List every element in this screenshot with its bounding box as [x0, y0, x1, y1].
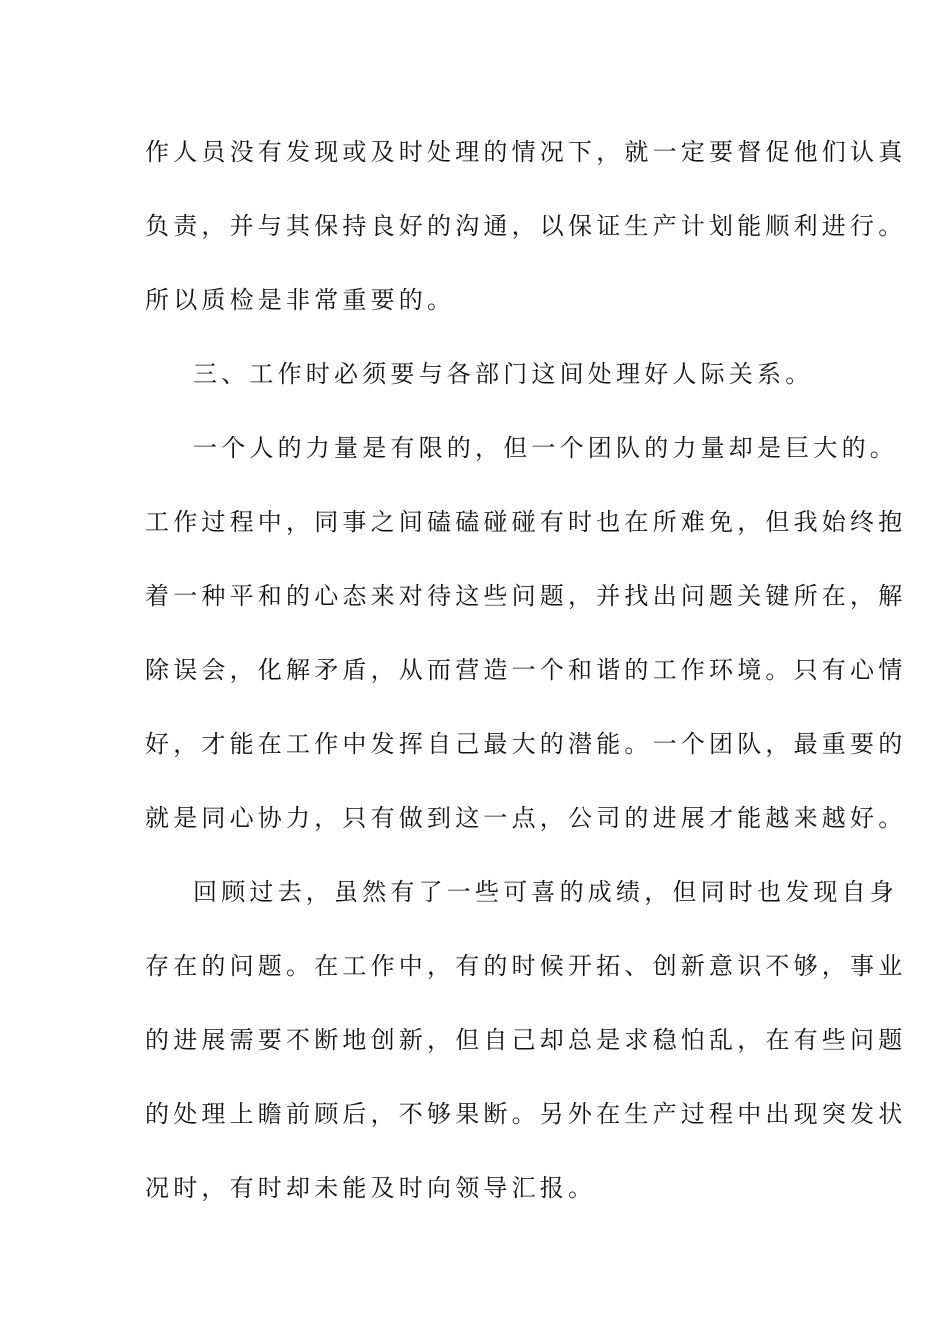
- text-line: 作人员没有发现或及时处理的情况下，就一定要督促他们认真: [145, 138, 907, 166]
- text-line: 存在的问题。在工作中，有的时候开拓、创新意识不够，事业: [145, 952, 907, 980]
- text-line: 一个人的力量是有限的，但一个团队的力量却是巨大的。: [193, 434, 898, 462]
- text-line: 所以质检是非常重要的。: [145, 286, 456, 314]
- text-line: 负责，并与其保持良好的沟通，以保证生产计划能顺利进行。: [145, 212, 907, 240]
- text-line: 工作过程中，同事之间磕磕碰碰有时也在所难免，但我始终抱: [145, 508, 907, 536]
- text-line: 就是同心协力，只有做到这一点，公司的进展才能越来越好。: [145, 804, 907, 832]
- text-line: 回顾过去，虽然有了一些可喜的成绩，但同时也发现自身: [193, 878, 898, 906]
- text-line: 着一种平和的心态来对待这些问题，并找出问题关键所在，解: [145, 582, 907, 610]
- text-line: 好，才能在工作中发挥自己最大的潜能。一个团队，最重要的: [145, 730, 907, 758]
- text-line: 的进展需要不断地创新，但自己却总是求稳怕乱，在有些问题: [145, 1026, 907, 1054]
- text-line: 的处理上瞻前顾后，不够果断。另外在生产过程中出现突发状: [145, 1100, 907, 1128]
- text-line: 况时，有时却未能及时向领导汇报。: [145, 1174, 597, 1202]
- section-heading: 三、工作时必须要与各部门这间处理好人际关系。: [193, 360, 814, 388]
- text-line: 除误会，化解矛盾，从而营造一个和谐的工作环境。只有心情: [145, 656, 907, 684]
